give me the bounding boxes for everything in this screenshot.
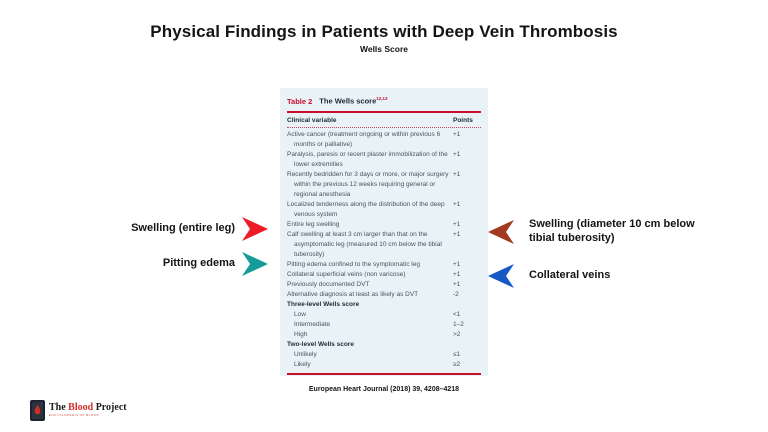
clinical-variable-cell: Alternative diagnosis at least as likely as DVT xyxy=(287,290,419,298)
clinical-variable-cell: Recently bedridden for 3 days or more, or major surgery within the previous 12 weeks requiring general or regional anesthesia xyxy=(287,170,449,198)
table-column-headers xyxy=(287,113,481,128)
left-arrow-icon xyxy=(488,220,514,244)
clinical-variable-cell: Unlikely xyxy=(294,350,317,358)
points-cell: ≥2 xyxy=(453,360,461,368)
book-icon xyxy=(30,400,45,421)
points-cell: ≤1 xyxy=(453,350,461,358)
journal-citation: European Heart Journal (2018) 39, 4208–4218 xyxy=(308,386,460,393)
table-row xyxy=(287,350,481,360)
table-bottom-rule xyxy=(287,373,481,375)
annotation-pitting-edema xyxy=(163,252,268,276)
table-row xyxy=(287,310,481,320)
clinical-variable-cell: Likely xyxy=(294,360,311,368)
clinical-variable-cell: Three-level Wells score xyxy=(287,300,360,308)
logo-text xyxy=(49,400,149,420)
table-row xyxy=(287,360,481,370)
right-arrow-icon xyxy=(242,252,268,276)
page-title: Physical Findings in Patients with Deep Vein Thrombosis xyxy=(150,22,618,41)
table-row xyxy=(287,270,481,280)
table-row xyxy=(287,330,481,340)
table-number-label: Table 2 xyxy=(287,96,313,106)
points-cell: +1 xyxy=(453,280,461,288)
clinical-variable-cell: Two-level Wells score xyxy=(287,340,354,348)
table-title: The Wells score xyxy=(319,96,377,106)
column-header-points: Points xyxy=(453,116,473,124)
table-row xyxy=(287,230,481,260)
clinical-variable-cell: Intermediate xyxy=(294,320,331,328)
logo-word-blood: Blood xyxy=(68,402,94,413)
points-cell: +1 xyxy=(453,260,461,268)
table-reference-superscript: 12,13 xyxy=(376,96,388,101)
points-cell: +1 xyxy=(453,150,461,158)
points-cell: <1 xyxy=(453,310,461,318)
logo-title: The Blood Project xyxy=(49,402,127,413)
clinical-variable-cell: Previously documented DVT xyxy=(287,280,370,288)
table-row xyxy=(287,220,481,230)
table-row xyxy=(287,150,481,170)
table-row xyxy=(287,300,481,310)
clinical-variable-cell: High xyxy=(294,330,308,338)
table-row xyxy=(287,290,481,300)
table-row xyxy=(287,320,481,330)
annotation-swelling-entire-leg xyxy=(131,217,268,241)
points-cell: -2 xyxy=(453,290,459,298)
clinical-variable-cell: Collateral superficial veins (non varicose) xyxy=(287,270,406,278)
table-row xyxy=(287,340,481,350)
clinical-variable-cell: Calf swelling at least 3 cm larger than that on the asymptomatic leg (measured 10 cm below the tibial tuberosity) xyxy=(287,230,442,258)
clinical-variable-cell: Low xyxy=(294,310,306,318)
annotation-collateral-veins xyxy=(488,264,701,288)
page-subtitle: Wells Score xyxy=(359,44,409,54)
wells-score-table xyxy=(280,88,488,376)
clinical-variable-cell: Localized tenderness along the distribution of the deep venous system xyxy=(287,200,445,218)
points-cell: >2 xyxy=(453,330,461,338)
clinical-variable-cell: Pitting edema confined to the symptomatic leg xyxy=(287,260,420,268)
right-arrow-icon xyxy=(242,217,268,241)
clinical-variable-cell: Entire leg swelling xyxy=(287,220,340,228)
points-cell: +1 xyxy=(453,270,461,278)
blood-project-logo xyxy=(30,400,149,421)
annotation-label: Swelling (entire leg) xyxy=(131,222,235,235)
left-arrow-icon xyxy=(488,264,514,288)
column-header-clinical-variable: Clinical variable xyxy=(287,116,337,124)
clinical-variable-cell: Paralysis, paresis or recent plaster immobilization of the lower extremities xyxy=(287,150,448,168)
table-row xyxy=(287,200,481,220)
points-cell: +1 xyxy=(453,220,461,228)
annotation-label: Pitting edema xyxy=(162,257,235,270)
annotation-label: Swelling (diameter 10 cm below tibial tuberosity) xyxy=(529,218,695,244)
points-cell: +1 xyxy=(453,230,461,238)
logo-tagline: ENCYCLOPEDIA OF BLOOD xyxy=(49,414,100,417)
points-cell: 1–2 xyxy=(453,320,464,328)
points-cell: +1 xyxy=(453,200,461,208)
annotation-swelling-diameter xyxy=(488,218,701,245)
annotation-label: Collateral veins xyxy=(529,269,611,282)
table-row xyxy=(287,130,481,150)
clinical-variable-cell: Active cancer (treatment ongoing or within previous 6 months or palliative) xyxy=(287,130,441,148)
wells-table-body xyxy=(287,128,481,370)
table-row xyxy=(287,260,481,270)
points-cell: +1 xyxy=(453,130,461,138)
table-row xyxy=(287,280,481,290)
points-cell: +1 xyxy=(453,170,461,178)
table-row xyxy=(287,170,481,200)
table-caption xyxy=(287,94,481,113)
